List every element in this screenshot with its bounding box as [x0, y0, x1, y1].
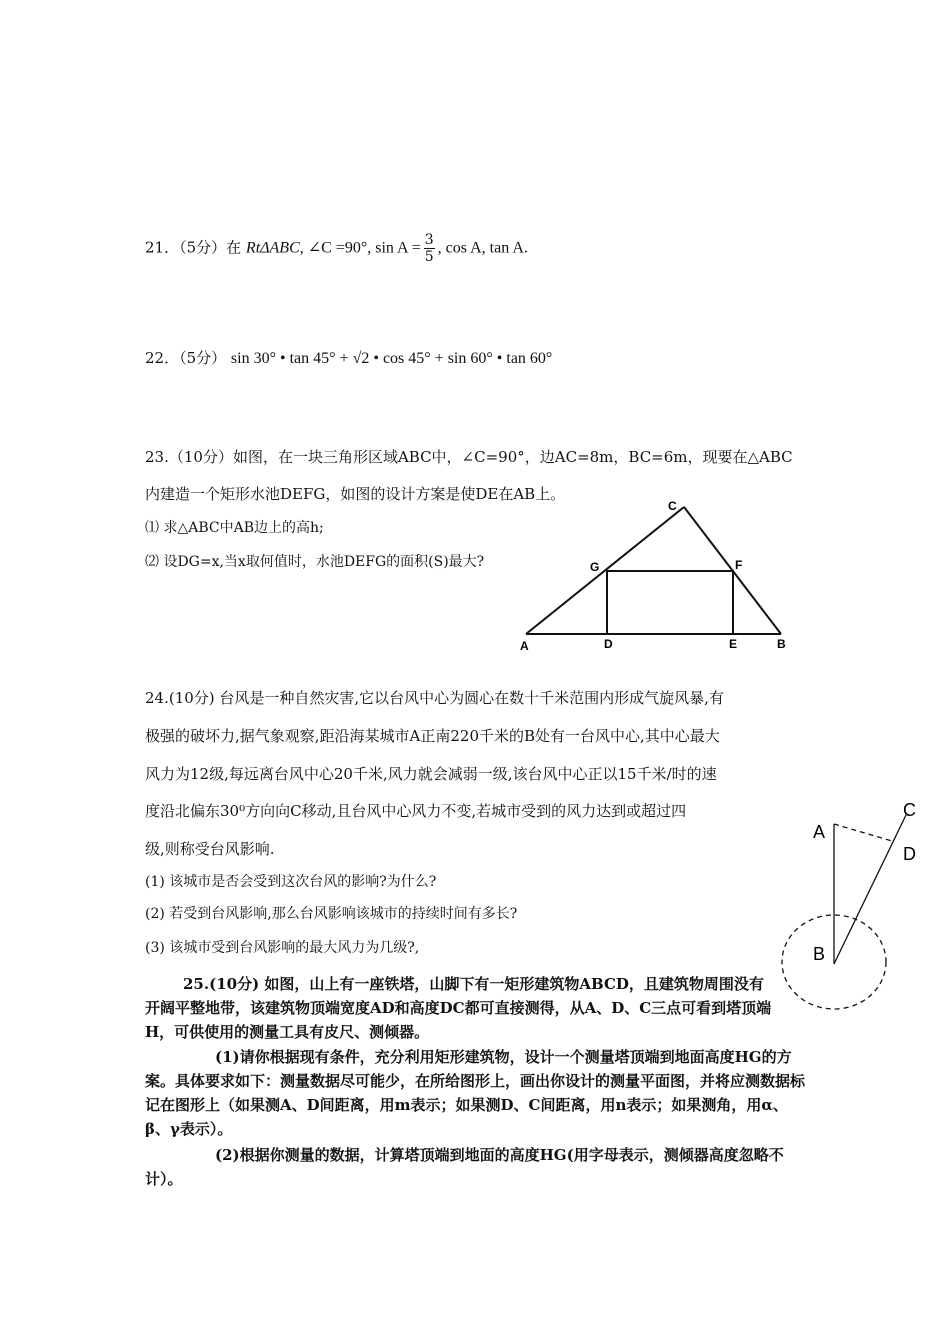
q23-sub-1: ⑴ 求△ABC中AB边上的高h; — [145, 520, 324, 536]
q24-figure-labels — [813, 800, 916, 964]
q25-paragraph-2: (1)请你根据现有条件，充分利用矩形建筑物，设计一个测量塔顶端到地面高度HG的方案。具体要求如下：测量数据尽可能少，在所给图形上，画出你设计的测量平面图，并将应测数据标记在图形上（如果测A、D间距离，用m表示；如果测D、C间距离，用n表示；如果测角，用α、β、γ表示）。 — [145, 1048, 806, 1138]
q23-label-d: D — [604, 637, 613, 651]
q23-label-c: C — [668, 499, 677, 513]
q23-label-a: A — [520, 639, 529, 653]
q23-label-e: E — [729, 637, 738, 651]
q22-expression: sin 30° • tan 45° + √2 • cos 45° + sin 60° • tan 60° — [230, 350, 553, 367]
q24-sub-1: (1) 该城市是否会受到这次台风的影响?为什么? — [145, 874, 437, 890]
q21-score: （5分）在 — [179, 238, 242, 257]
q24-label-b: B — [813, 944, 826, 964]
q24-line-4: 度沿北偏东30⁰方向向C移动,且台风中心风力不变,若城市受到的风力达到或超过四 — [145, 802, 687, 820]
q21-triangle: RtΔABC — [245, 239, 300, 257]
q21-frac-den: 5 — [424, 249, 434, 265]
q24-sub-3: (3) 该城市受到台风影响的最大风力为几级?, — [145, 940, 420, 956]
q22-number: 22． — [145, 349, 180, 367]
q21-frac-num: 3 — [424, 232, 434, 248]
q23-label-f: F — [735, 558, 743, 572]
q24-figure — [782, 815, 906, 1009]
q23-line-1: 23.（10分）如图，在一块三角形区域ABC中，∠C=90°，边AC=8m，BC=6m，现要在△ABC — [145, 448, 793, 466]
q21-number: 21． — [145, 238, 180, 257]
q24-line-1: 24.(10分) 台风是一种自然灾害,它以台风中心为圆心在数十千米范围内形成气旋风暴,有 — [145, 689, 724, 707]
q21-rest: , cos A, tan A. — [437, 239, 528, 257]
q22-score: （5分） — [179, 349, 227, 367]
q25-paragraph-3: (2)根据你测量的数据，计算塔顶端到地面的高度HG(用字母表示，测倾器高度忽略不计）。 — [145, 1146, 784, 1188]
q24-line-3: 风力为12级,每远离台风中心20千米,风力就会减弱一级,该台风中心正以15千米/时的速 — [145, 765, 717, 783]
q23-figure-labels — [520, 499, 786, 653]
q24-line-ad — [834, 824, 892, 841]
q24-line-2: 极强的破坏力,据气象观察,距沿海某城市A正南220千米的B处有一台风中心,其中心最大 — [145, 727, 720, 745]
q24-sub-2: (2) 若受到台风影响,那么台风影响该城市的持续时间有多长? — [145, 906, 518, 922]
q24-label-a: A — [813, 822, 826, 842]
q23-figure — [526, 507, 781, 634]
q25-paragraph-1: 25.(10分) 如图，山上有一座铁塔，山脚下有一矩形建筑物ABCD，且建筑物周围没有开阔平整地带，该建筑物顶端宽度AD和高度DC都可直接测得，从A、D、C三点可看到塔顶端H，可供使用的测量工具有皮尺、测倾器。 — [145, 975, 772, 1041]
q23-rectangle-defg — [607, 571, 733, 634]
q23-line-2: 内建造一个矩形水池DEFG，如图的设计方案是使DE在AB上。 — [145, 485, 566, 503]
q24-label-c: C — [903, 800, 916, 820]
q21-sin: , sin A = — [367, 239, 421, 257]
q21-angle: , ∠C =90° — [299, 239, 368, 257]
q23-label-g: G — [590, 560, 600, 574]
q24-line-5: 级,则称受台风影响. — [145, 840, 275, 858]
q24-label-d: D — [903, 844, 916, 864]
q23-sub-2: ⑵ 设DG=x,当x取何值时，水池DEFG的面积(S)最大? — [145, 554, 485, 570]
q24-line-bc — [834, 815, 906, 964]
q23-label-b: B — [777, 637, 786, 651]
